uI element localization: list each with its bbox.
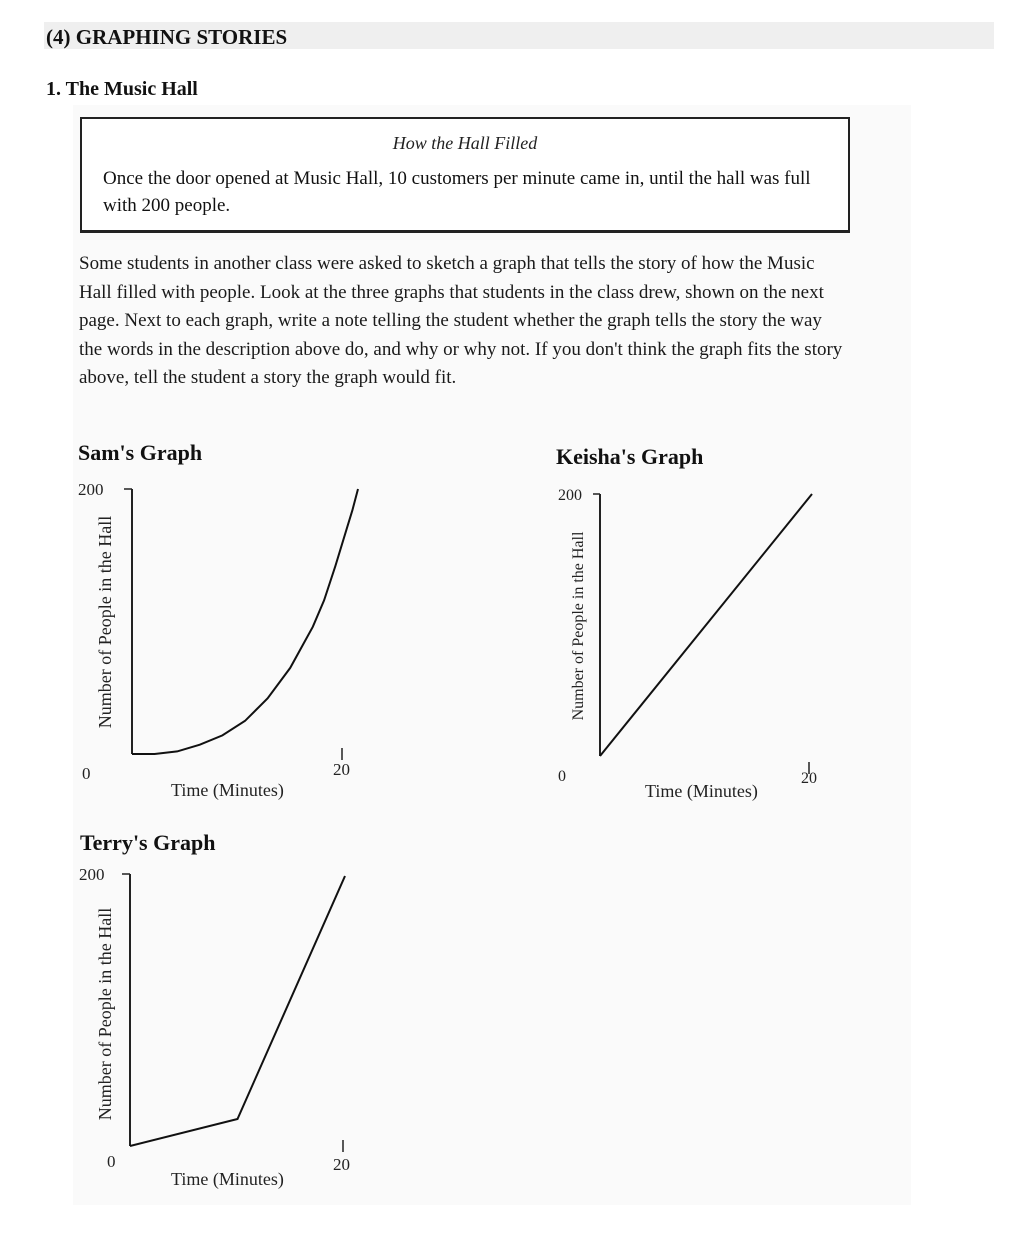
sam-y-axis-label: Number of People in the Hall	[95, 515, 115, 729]
keisha-x-tick-20: 20	[801, 770, 817, 787]
terry-graph-title: Terry's Graph	[80, 830, 216, 855]
keisha-y-tick-0: 0	[558, 768, 566, 785]
sam-x-axis-label: Time (Minutes)	[171, 780, 284, 800]
terry-x-tick-20: 20	[333, 1155, 350, 1174]
instructions-text: Some students in another class were asked to sketch a graph that tells the story of how the Music Hall filled with people. Look at the three graphs that students in the class drew, shown on the next page. Next to each graph, write a note telling the student whether the graph tells the story the way the words in the description above do, and why or why not. If you don't think the graph fits the story above, tell the student a story the graph would fit.	[79, 253, 843, 388]
keisha-graph	[553, 474, 873, 814]
keisha-y-axis-label: Number of People in the Hall	[570, 531, 587, 721]
sam-series-line	[132, 489, 358, 754]
sam-graph	[75, 470, 395, 810]
terry-graph	[75, 860, 395, 1200]
sam-graph-title: Sam's Graph	[78, 440, 203, 465]
section-title: (4) GRAPHING STORIES	[44, 22, 994, 49]
keisha-graph-title: Keisha's Graph	[556, 444, 704, 469]
sam-x-tick-20: 20	[333, 760, 350, 779]
terry-series-line	[130, 876, 345, 1146]
story-title: How the Hall Filled	[392, 133, 538, 153]
terry-y-axis-label: Number of People in the Hall	[95, 907, 115, 1121]
story-box	[80, 117, 850, 233]
keisha-y-tick-200: 200	[558, 487, 582, 504]
keisha-x-axis-label: Time (Minutes)	[645, 781, 758, 801]
terry-y-tick-200: 200	[79, 865, 105, 884]
terry-y-tick-0: 0	[107, 1152, 116, 1171]
keisha-series-line	[600, 494, 812, 756]
sam-y-tick-200: 200	[78, 480, 104, 499]
question-label: 1. The Music Hall	[46, 78, 198, 100]
sam-y-tick-0: 0	[82, 764, 91, 783]
story-text: Once the door opened at Music Hall, 10 customers per minute came in, until the hall was full with 200 people.	[103, 168, 811, 216]
terry-x-axis-label: Time (Minutes)	[171, 1169, 284, 1189]
